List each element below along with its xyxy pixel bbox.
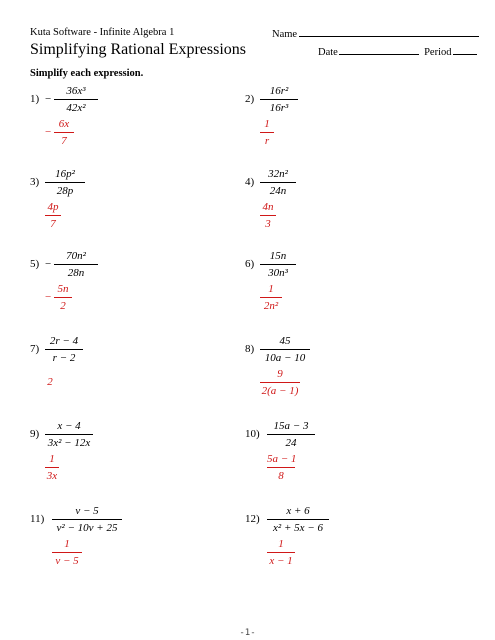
problem-number: 10) <box>245 428 260 440</box>
answer-denominator: 7 <box>61 135 67 147</box>
answer-fraction <box>52 538 82 568</box>
answer-numerator: 1 <box>49 453 55 465</box>
question-numerator: x − 4 <box>57 420 81 432</box>
fraction-bar <box>267 467 295 468</box>
answer-fraction <box>45 368 55 398</box>
question-numerator: 2r − 4 <box>49 335 79 347</box>
problem-number: 8) <box>245 343 255 355</box>
period-label: Period <box>424 47 452 58</box>
fraction-bar <box>45 467 59 468</box>
fraction-bar <box>260 297 282 298</box>
question-denominator: 42x² <box>66 102 86 114</box>
question-denominator: 10a − 10 <box>264 352 306 364</box>
answer-numerator: 1 <box>64 538 70 550</box>
date-line <box>339 45 419 55</box>
answer-numerator: 5n <box>57 283 69 295</box>
fraction-bar <box>45 434 93 435</box>
problem-number: 11) <box>30 513 45 525</box>
question-denominator: 24n <box>269 185 287 197</box>
answer-denominator: 7 <box>50 218 56 230</box>
problem-number: 4) <box>245 176 255 188</box>
question-fraction <box>260 250 296 280</box>
question-denominator: 30n³ <box>268 267 288 279</box>
fraction-bar <box>260 349 310 350</box>
fraction-bar <box>52 552 82 553</box>
question-numerator: 45 <box>279 335 291 347</box>
answer-denominator: x − 1 <box>269 555 293 567</box>
date-period-fields[interactable] <box>318 45 477 58</box>
answer-fraction <box>45 201 61 231</box>
problem-number: 2) <box>245 93 255 105</box>
answer-fraction <box>45 453 59 483</box>
question-numerator: 36x³ <box>66 85 86 97</box>
fraction-bar <box>260 264 296 265</box>
answer-fraction <box>260 201 276 231</box>
fraction-bar <box>260 382 300 383</box>
question-fraction <box>52 505 122 535</box>
answer-fraction <box>267 538 295 568</box>
question-fraction <box>260 85 298 115</box>
answer-numerator: 6x <box>58 118 70 130</box>
answer-numerator: 1 <box>264 118 270 130</box>
answer-denominator: r <box>264 135 270 147</box>
question-fraction <box>267 505 329 535</box>
answer-sign: − <box>45 291 52 303</box>
answer-fraction <box>260 283 282 313</box>
question-sign: − <box>45 258 52 270</box>
fraction-bar <box>260 99 298 100</box>
fraction-bar <box>260 132 274 133</box>
question-numerator: 16r² <box>269 85 289 97</box>
problem-number: 3) <box>30 176 40 188</box>
name-label: Name <box>272 29 298 40</box>
problem-number: 5) <box>30 258 40 270</box>
answer-numerator: 1 <box>268 283 274 295</box>
answer-denominator: 2(a − 1) <box>261 385 299 397</box>
question-denominator: 3x² − 12x <box>47 437 91 449</box>
period-line <box>453 45 477 55</box>
fraction-bar <box>267 552 295 553</box>
answer-numerator: 9 <box>277 368 283 380</box>
question-fraction <box>260 168 296 198</box>
answer-fraction <box>54 283 72 313</box>
answer-fraction <box>54 118 74 148</box>
question-numerator: 16p² <box>55 168 75 180</box>
page-number: -1- <box>239 628 256 638</box>
instructions: Simplify each expression. <box>30 68 144 79</box>
name-line <box>299 27 479 37</box>
fraction-bar <box>52 519 122 520</box>
fraction-bar <box>260 182 296 183</box>
question-fraction <box>260 335 310 365</box>
fraction-bar <box>54 297 72 298</box>
question-numerator: 70n² <box>66 250 86 262</box>
publisher-text: Kuta Software - Infinite Algebra 1 <box>30 27 175 38</box>
question-fraction <box>45 168 85 198</box>
fraction-bar <box>267 434 315 435</box>
fraction-bar <box>45 215 61 216</box>
question-denominator: r − 2 <box>52 352 76 364</box>
question-fraction <box>45 420 93 450</box>
question-numerator: 15n <box>269 250 287 262</box>
question-denominator: x² + 5x − 6 <box>273 522 323 534</box>
answer-denominator: 2 <box>60 300 66 312</box>
worksheet-title: Simplifying Rational Expressions <box>30 41 246 58</box>
fraction-bar <box>260 215 276 216</box>
answer-fraction <box>260 368 300 398</box>
question-denominator: 28p <box>56 185 74 197</box>
answer-sign: − <box>45 126 52 138</box>
problem-number: 1) <box>30 93 40 105</box>
name-field[interactable] <box>272 27 479 40</box>
fraction-bar <box>45 349 83 350</box>
question-sign: − <box>45 93 52 105</box>
question-fraction <box>267 420 315 450</box>
answer-fraction <box>267 453 295 483</box>
answer-numerator: 5a − 1 <box>267 453 297 465</box>
question-denominator: 28n <box>67 267 85 279</box>
answer-denominator: 3 <box>265 218 271 230</box>
problem-number: 6) <box>245 258 255 270</box>
question-numerator: 32n² <box>268 168 288 180</box>
answer-fraction <box>260 118 274 148</box>
fraction-bar <box>54 99 98 100</box>
answer-denominator: 3x <box>46 470 58 482</box>
question-fraction <box>54 85 98 115</box>
question-denominator: v² − 10v + 25 <box>56 522 118 534</box>
answer-numerator: 1 <box>278 538 284 550</box>
question-fraction <box>54 250 98 280</box>
question-fraction <box>45 335 83 365</box>
question-numerator: x + 6 <box>286 505 310 517</box>
answer-numerator: 4n <box>262 201 274 213</box>
problem-number: 7) <box>30 343 40 355</box>
question-denominator: 24 <box>285 437 297 449</box>
fraction-bar <box>54 264 98 265</box>
answer-numerator: 2 <box>47 376 53 388</box>
question-numerator: 15a − 3 <box>273 420 309 432</box>
problem-number: 12) <box>245 513 260 525</box>
fraction-bar <box>267 519 329 520</box>
answer-denominator: 2n² <box>263 300 279 312</box>
answer-denominator: v − 5 <box>55 555 79 567</box>
problem-number: 9) <box>30 428 40 440</box>
question-denominator: 16r³ <box>269 102 289 114</box>
fraction-bar <box>45 182 85 183</box>
question-numerator: v − 5 <box>75 505 99 517</box>
answer-denominator: 8 <box>278 470 284 482</box>
fraction-bar <box>54 132 74 133</box>
date-label: Date <box>318 47 338 58</box>
answer-numerator: 4p <box>47 201 59 213</box>
